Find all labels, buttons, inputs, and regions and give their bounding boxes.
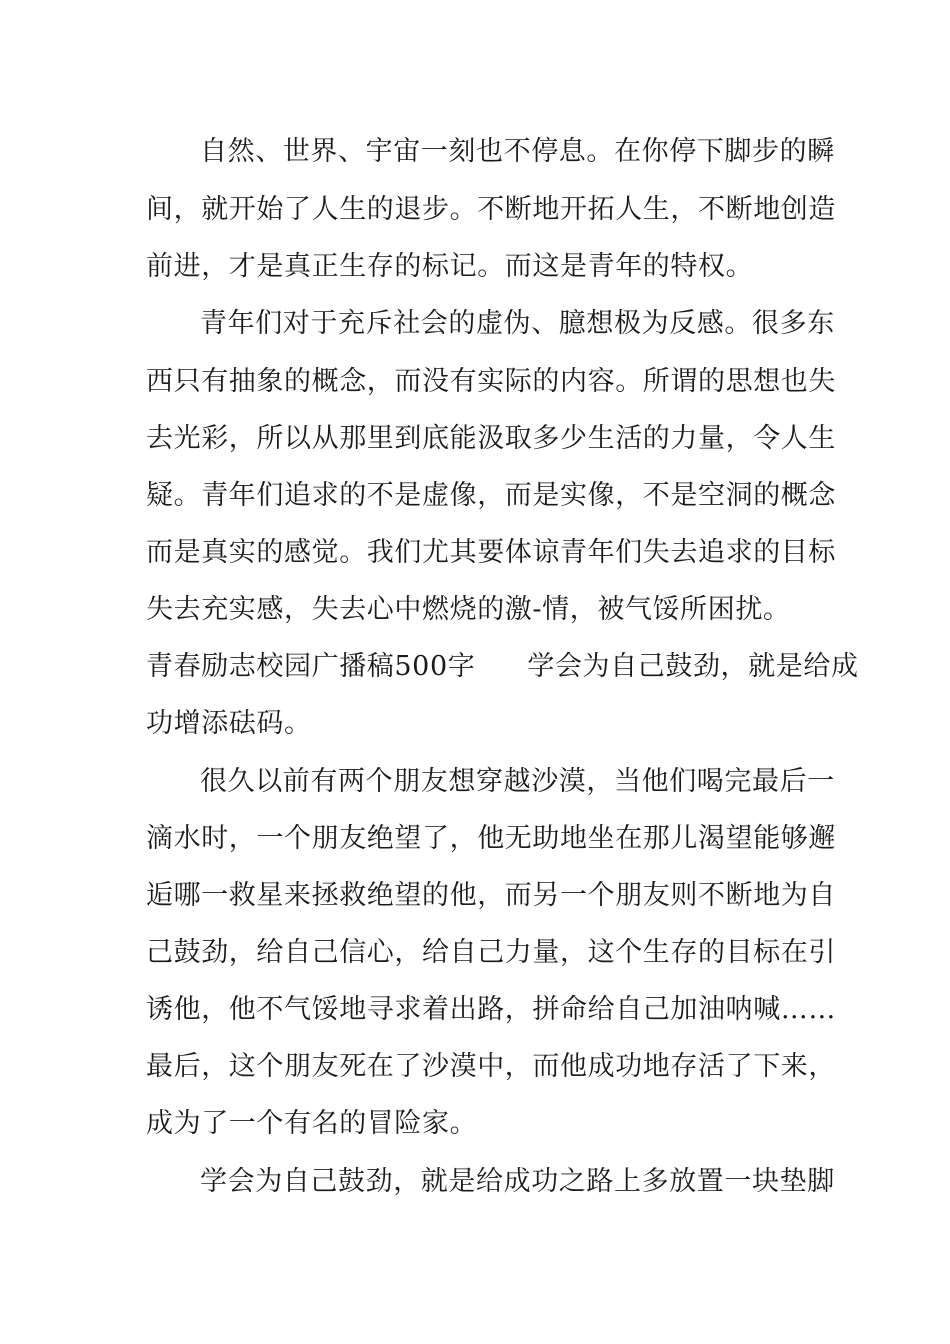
text-line: 成为了一个有名的冒险家。 [146, 1108, 478, 1139]
text-line: 最后，这个朋友死在了沙漠中，而他成功地存活了下来， [146, 1051, 836, 1082]
text-line: 失去充实感，失去心中燃烧的激-情，被气馁所困扰。 [146, 594, 791, 625]
section-title-continuation: 学会为自己鼓劲，就是给成 [527, 651, 859, 682]
text-line: 己鼓劲，给自己信心，给自己力量，这个生存的目标在引 [146, 937, 836, 968]
text-line: 逅哪一救星来拯救绝望的他，而另一个朋友则不断地为自 [146, 880, 836, 911]
document-body [146, 0, 859, 1344]
text-line: 功增添砝码。 [146, 708, 312, 739]
text-line: 青年们对于充斥社会的虚伪、臆想极为反感。很多东 [200, 308, 835, 339]
text-line: 学会为自己鼓劲，就是给成功之路上多放置一块垫脚 [200, 1166, 835, 1197]
section-title-line [146, 651, 859, 683]
text-line: 西只有抽象的概念，而没有实际的内容。所谓的思想也失 [146, 366, 836, 397]
text-line: 诱他，他不气馁地寻求着出路，拼命给自己加油呐喊…… [146, 994, 836, 1025]
text-line: 而是真实的感觉。我们尤其要体谅青年们失去追求的目标 [146, 537, 836, 568]
text-line: 前进，才是真正生存的标记。而这是青年的特权。 [146, 251, 754, 282]
text-line: 间，就开始了人生的退步。不断地开拓人生，不断地创造 [146, 194, 836, 225]
text-line: 自然、世界、宇宙一刻也不停息。在你停下脚步的瞬 [200, 136, 835, 167]
text-line: 疑。青年们追求的不是虚像，而是实像，不是空洞的概念 [146, 480, 836, 511]
text-line: 滴水时，一个朋友绝望了，他无助地坐在那儿渴望能够邂 [146, 823, 836, 854]
section-title: 青春励志校园广播稿500字 [146, 651, 476, 682]
text-line: 去光彩，所以从那里到底能汲取多少生活的力量，令人生 [146, 423, 836, 454]
text-line: 很久以前有两个朋友想穿越沙漠，当他们喝完最后一 [200, 766, 835, 797]
